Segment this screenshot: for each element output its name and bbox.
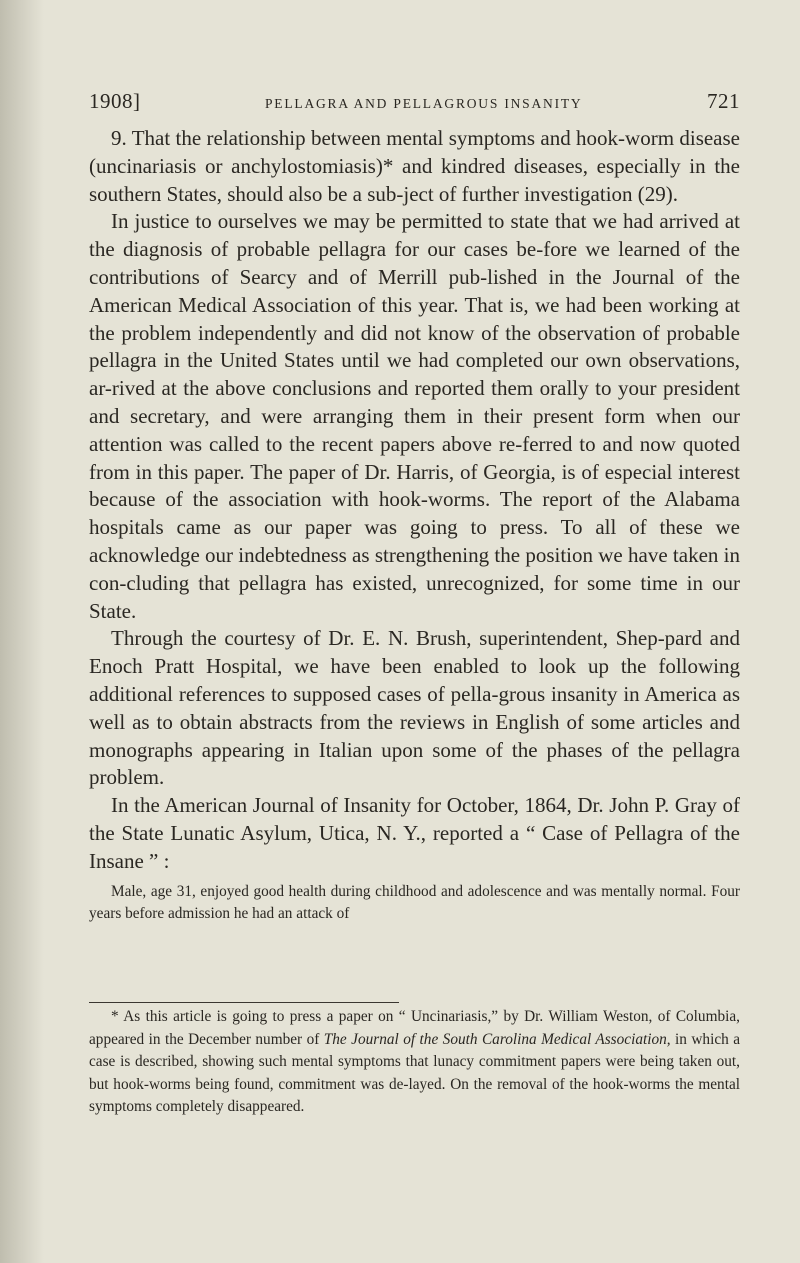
paragraph-justice: In justice to ourselves we may be permitted to state that we had arrived at the diagnosis of probable pellagra for our cases be-fore we learned of the contributions of Searcy and of Merrill pub-lished in the Journal of the American Medical Association of this year. That is, we had been working at the problem independently and did not know of the observation of probable pellagra in the United States until we had completed our own observations, ar-rived at the above conclusions and reported them orally to your president and secretary, and were arranging them in their present form when our attention was called to the recent papers above re-ferred to and now quoted from in this paper. The paper of Dr. Harris, of Georgia, is of especial interest because of the association with hook-worms. The report of the Alabama hospitals came as our paper was going to press. To all of these we acknowledge our indebtedness as strengthening the position we have taken in con-cluding that pellagra has existed, unrecognized, for some time in our State. [89, 209, 740, 623]
body-text [89, 125, 740, 926]
footnote-part-2: in which a case is described, showing such mental symptoms that lunacy commitment papers were being taken out, but hook-worms being found, commitment was de-layed. On the removal of the hook-worms the mental symptoms completely disappeared. [89, 1030, 741, 1116]
running-head-year: 1908] [89, 89, 141, 113]
footnote-journal-title: The Journal of the South Carolina Medical Association, [323, 1030, 671, 1048]
footnote-part-1: * As this article is going to press a paper on “ Uncinariasis,” by Dr. William Weston, of Columbia, appeared in the December number of [89, 1008, 740, 1048]
footnote-text [89, 1006, 740, 1119]
paragraph-gray-report: In the American Journal of Insanity for October, 1864, Dr. John P. Gray of the State Lunatic Asylum, Utica, N. Y., reported a “ Case of Pellagra of the Insane ” : [89, 793, 740, 873]
binding-shadow [0, 0, 44, 1263]
footnote-rule [89, 1002, 399, 1003]
running-head [89, 89, 740, 119]
page-number: 721 [706, 89, 740, 113]
paragraph-courtesy: Through the courtesy of Dr. E. N. Brush, superintendent, Shep-pard and Enoch Pratt Hospital, we have been enabled to look up the following additional references to supposed cases of pella-grous insanity in America as well as to obtain abstracts from the reviews in English of some articles and monographs appearing in Italian upon some of the phases of the pellagra problem. [89, 626, 740, 790]
paragraph-conclusion-9: 9. That the relationship between mental symptoms and hook-worm disease (uncinariasis or anchylostomiasis)* and kindred diseases, especially in the southern States, should also be a sub-ject of further investigation (29). [89, 126, 740, 206]
footnote [89, 1006, 740, 1119]
case-excerpt: Male, age 31, enjoyed good health during childhood and adolescence and was mentally normal. Four years before admission he had an attack of [89, 882, 740, 923]
running-head-title: PELLAGRA AND PELLAGROUS INSANITY [265, 96, 583, 111]
